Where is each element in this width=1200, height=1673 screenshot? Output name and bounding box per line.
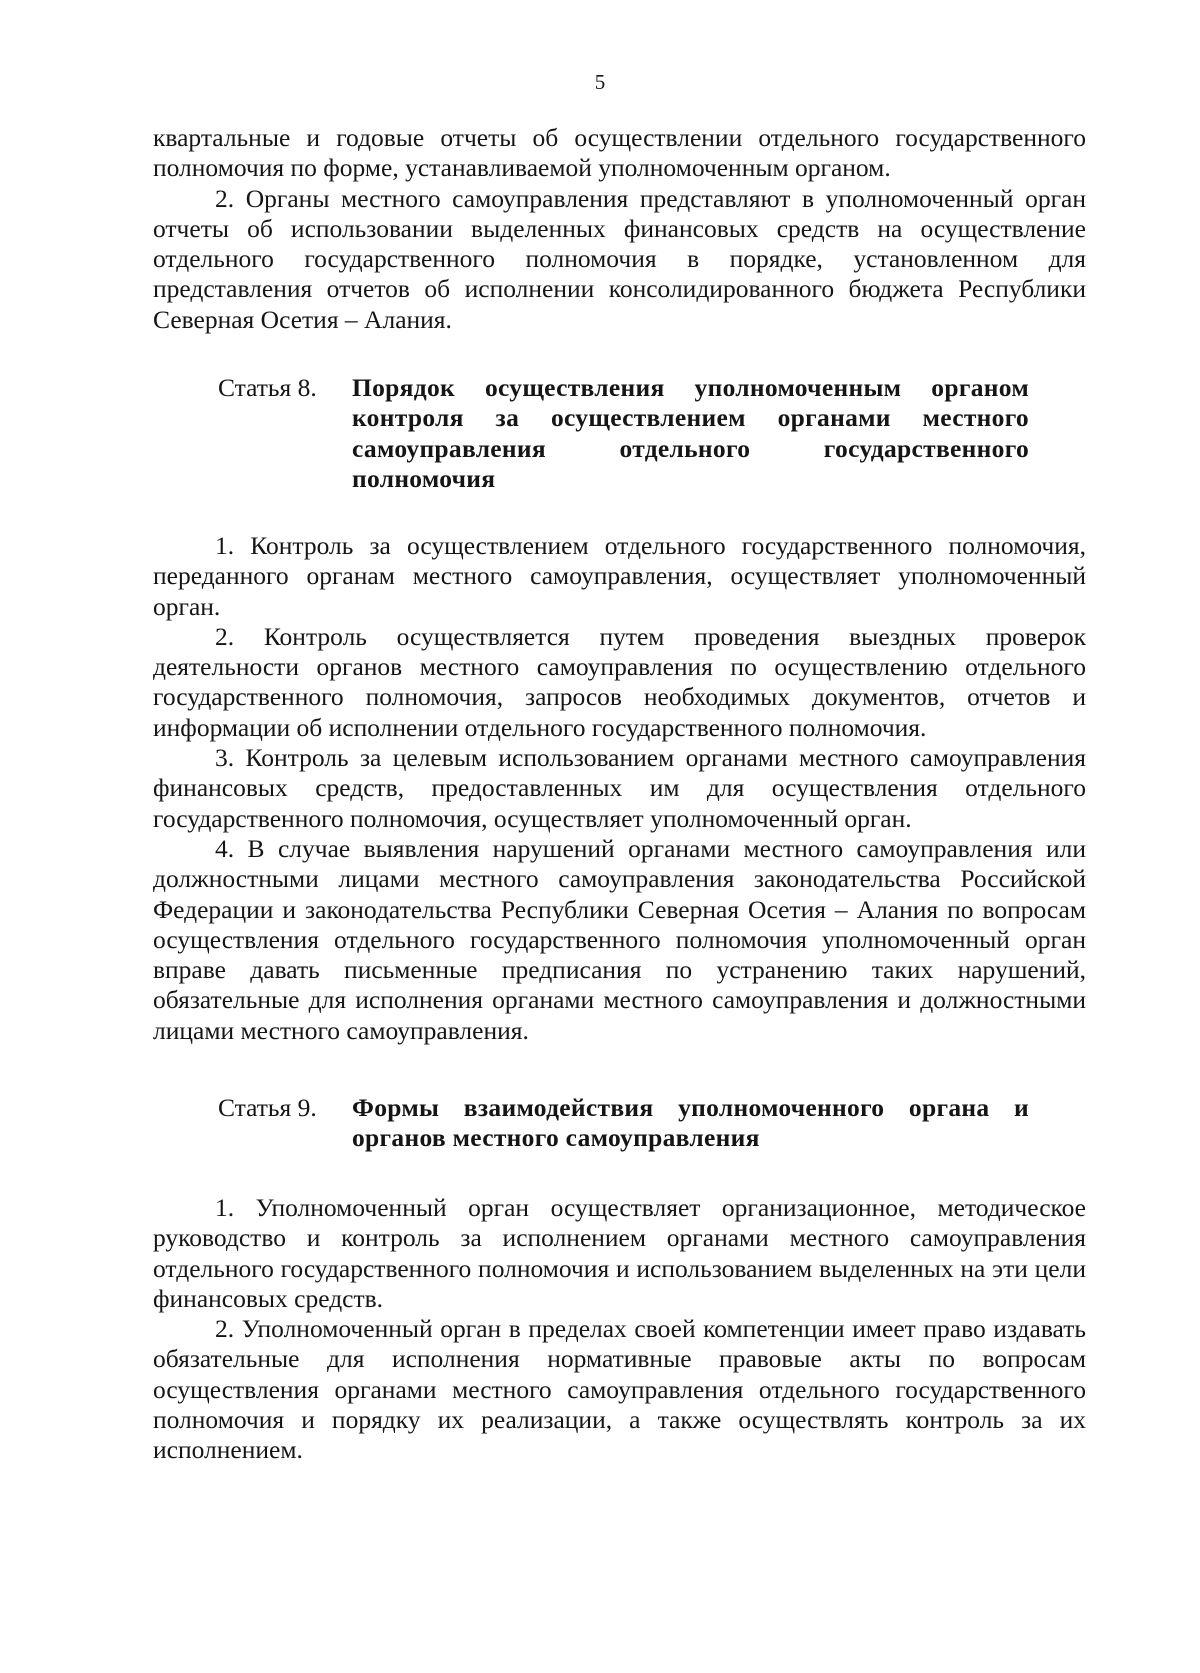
article-8-item-1: 1. Контроль за осуществлением отдельного государственного полномочия, переданного органам местного самоуправления, осуществляет уполномоченный орган. (153, 531, 1086, 621)
article-9-title: Формы взаимодействия уполномоченного органа и органов местного самоуправления (352, 1093, 1029, 1153)
article-9-label: Статья 9. (218, 1093, 317, 1122)
article-8-body (153, 531, 1086, 1046)
article-8-title: Порядок осуществления уполномоченным органом контроля за осуществлением органами местного самоуправления отдельного государственного полномочия (352, 373, 1029, 493)
page-number: 5 (594, 70, 606, 94)
article-9-item-1: 1. Уполномоченный орган осуществляет организационное, методическое руководство и контроль за исполнением органами местного самоуправления отдельного государственного полномочия и использованием выделенных на эти цели финансовых средств. (153, 1193, 1086, 1313)
article-8-item-4: 4. В случае выявления нарушений органами местного самоуправления или должностными лицами местного самоуправления законодательства Российской Федерации и законодательства Республики Северная Осетия – Алания по вопросам осуществления отдельного государственного полномочия уполномоченный орган вправе давать письменные предписания по устранению таких нарушений, обязательные для исполнения органами местного самоуправления и должностными лицами местного самоуправления. (153, 833, 1086, 1045)
article-9-item-2: 2. Уполномоченный орган в пределах своей компетенции имеет право издавать обязательные для исполнения нормативные правовые акты по вопросам осуществления органами местного самоуправления отдельного государственного полномочия и порядку их реализации, а также осуществлять контроль за их исполнением. (153, 1314, 1086, 1465)
article-8-item-2: 2. Контроль осуществляется путем проведения выездных проверок деятельности органов местного самоуправления по осуществлению отдельного государственного полномочия, запросов необходимых документов, отчетов и информации об исполнении отдельного государственного полномочия. (153, 621, 1086, 742)
intro-section (153, 123, 1086, 335)
article-9-body (153, 1193, 1086, 1466)
article-8-item-3: 3. Контроль за целевым использованием органами местного самоуправления финансовых средств, предоставленных им для осуществления отдельного государственного полномочия, осуществляет уполномоченный орган. (153, 743, 1086, 833)
intro-continuation-paragraph: квартальные и годовые отчеты об осуществлении отдельного государственного полномочия по форме, устанавливаемой уполномоченным органом. (153, 123, 1086, 183)
intro-item-2-paragraph: 2. Органы местного самоуправления представляют в уполномоченный орган отчеты об использовании выделенных финансовых средств на осуществление отдельного государственного полномочия в порядке, установленном для представления отчетов об исполнении консолидированного бюджета Республики Северная Осетия – Алания. (153, 183, 1086, 334)
article-8-label: Статья 8. (218, 373, 317, 402)
